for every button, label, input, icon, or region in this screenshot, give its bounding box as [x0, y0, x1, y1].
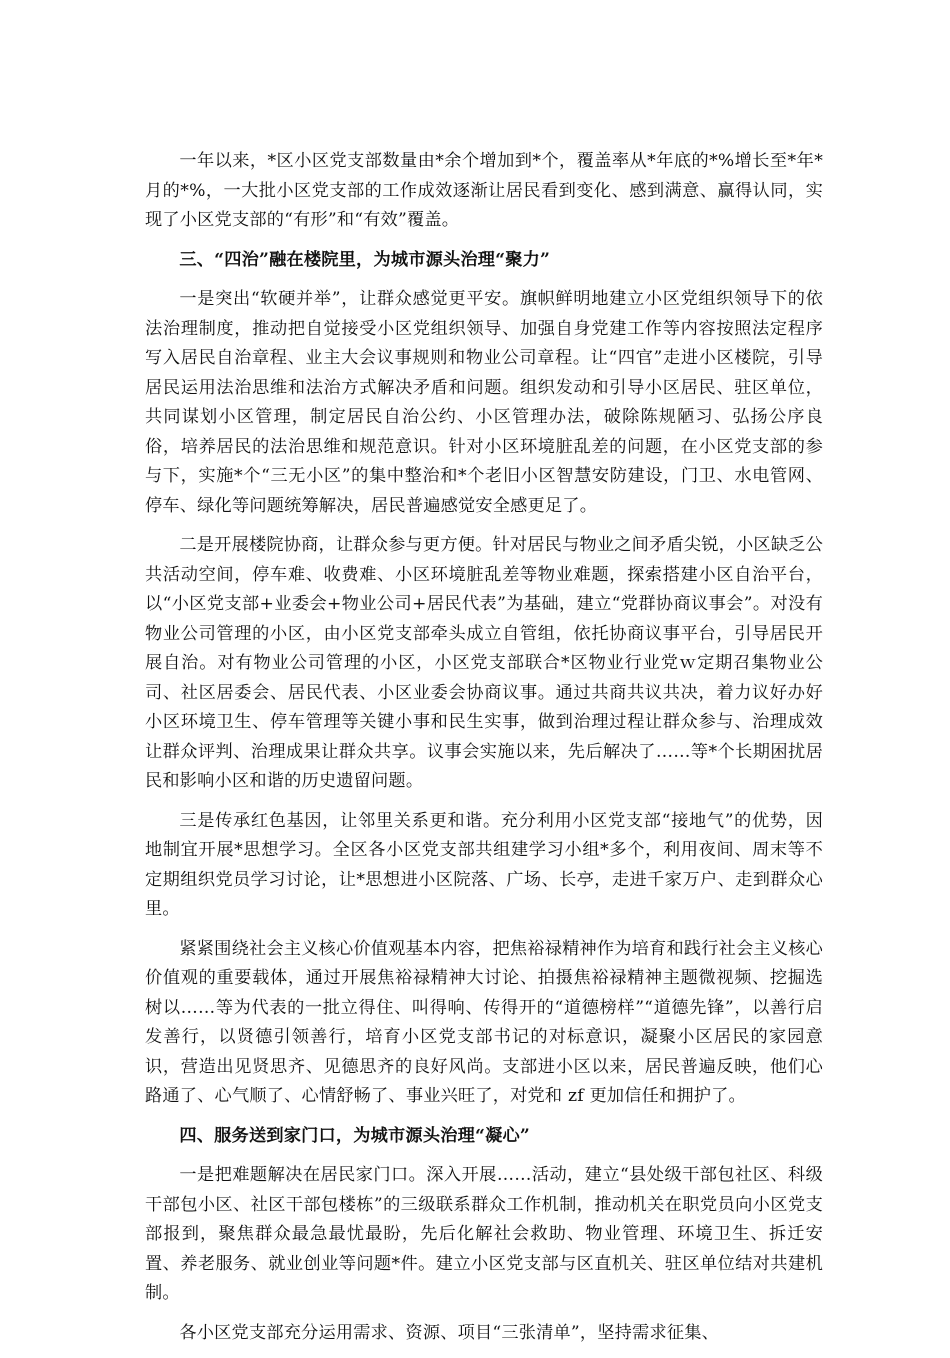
paragraph-three-lists: 各小区党支部充分运用需求、资源、项目“三张清单”，坚持需求征集、: [179, 1322, 719, 1343]
paragraph-red-gene: 三是传承红色基因，让邻里关系更和谐。充分利用小区党支部“接地气”的优势，因地制宜开展*思想学习。全区各小区党支部共组建学习小组*多个，利用夜间、周末等不定期组织党员学习讨论，让*思想进小区院落、广场、长亭，走进千家万户、走到群众心里。: [145, 810, 823, 919]
paragraph-core-values: 紧紧围绕社会主义核心价值观基本内容，把焦裕禄精神作为培育和践行社会主义核心价值观的重要载体，通过开展焦裕禄精神大讨论、拍摄焦裕禄精神主题微视频、挖掘选树以……等为代表的一批立得住、叫得响、传得开的“道德榜样”“道德先锋”，以善行启发善行，以贤德引领善行，培育小区党支部书记的对标意识，凝聚小区居民的家园意识，营造出见贤思齐、见德思齐的良好风尚。支部进小区以来，居民普遍反映，他们心路通了、心气顺了、心情舒畅了、事业兴旺了，对党和 zf 更加信任和拥护了。: [145, 938, 823, 1106]
paragraph-soft-hard: 一是突出“软硬并举”，让群众感觉更平安。旗帜鲜明地建立小区党组织领导下的依法治理制度，推动把自觉接受小区党组织领导、加强自身党建工作等内容按照法定程序写入居民自治章程、业主大会议事规则和物业公司章程。让“四官”走进小区楼院，引导居民运用法治思维和法治方式解决矛盾和问题。组织发动和引导小区居民、驻区单位，共同谋划小区管理，制定居民自治公约、小区管理办法，破除陈规陋习、弘扬公序良俗，培养居民的法治思维和规范意识。针对小区环境脏乱差的问题，在小区党支部的参与下，实施*个“三无小区”的集中整治和*个老旧小区智慧安防建设，门卫、水电管网、停车、绿化等问题统筹解决，居民普遍感觉安全感更足了。: [145, 289, 823, 516]
section-heading-three: 三、“四治”融在楼院里，为城市源头治理“聚力”: [179, 249, 551, 270]
paragraph-courtyard-consultation: 二是开展楼院协商，让群众参与更方便。针对居民与物业之间矛盾尖锐，小区缺乏公共活动空间，停车难、收费难、小区环境脏乱差等物业难题，探索搭建小区自治平台，以“小区党支部+业委会+物业公司+居民代表”为基础，建立“党群协商议事会”。对没有物业公司管理的小区，由小区党支部牵头成立自管组，依托协商议事平台，引导居民开展自治。对有物业公司管理的小区，小区党支部联合*区物业行业党ｗ定期召集物业公司、社区居委会、居民代表、小区业委会协商议事。通过共商共议共决，着力议好办好小区环境卫生、停车管理等关键小事和民生实事，做到治理过程让群众参与、治理成效让群众评判、治理成果让群众共享。议事会实施以来，先后解决了……等*个长期困扰居民和影响小区和谐的历史遗留问题。: [145, 535, 823, 791]
document-page: [145, 147, 823, 1358]
paragraph-coverage-summary: 一年以来，*区小区党支部数量由*余个增加到*个，覆盖率从*年底的*%增长至*年*月的*%，一大批小区党支部的工作成效逐渐让居民看到变化、感到满意、赢得认同，实现了小区党支部的“有形”和“有效”覆盖。: [145, 151, 823, 230]
paragraph-doorstep-solutions: 一是把难题解决在居民家门口。深入开展……活动，建立“县处级干部包社区、科级干部包小区、社区干部包楼栋”的三级联系群众工作机制，推动机关在职党员向小区党支部报到，聚焦群众最急最忧最盼，先后化解社会救助、物业管理、环境卫生、拆迁安置、养老服务、就业创业等问题*件。建立小区党支部与区直机关、驻区单位结对共建机制。: [145, 1165, 823, 1303]
section-heading-four: 四、服务送到家门口，为城市源头治理“凝心”: [179, 1125, 530, 1146]
